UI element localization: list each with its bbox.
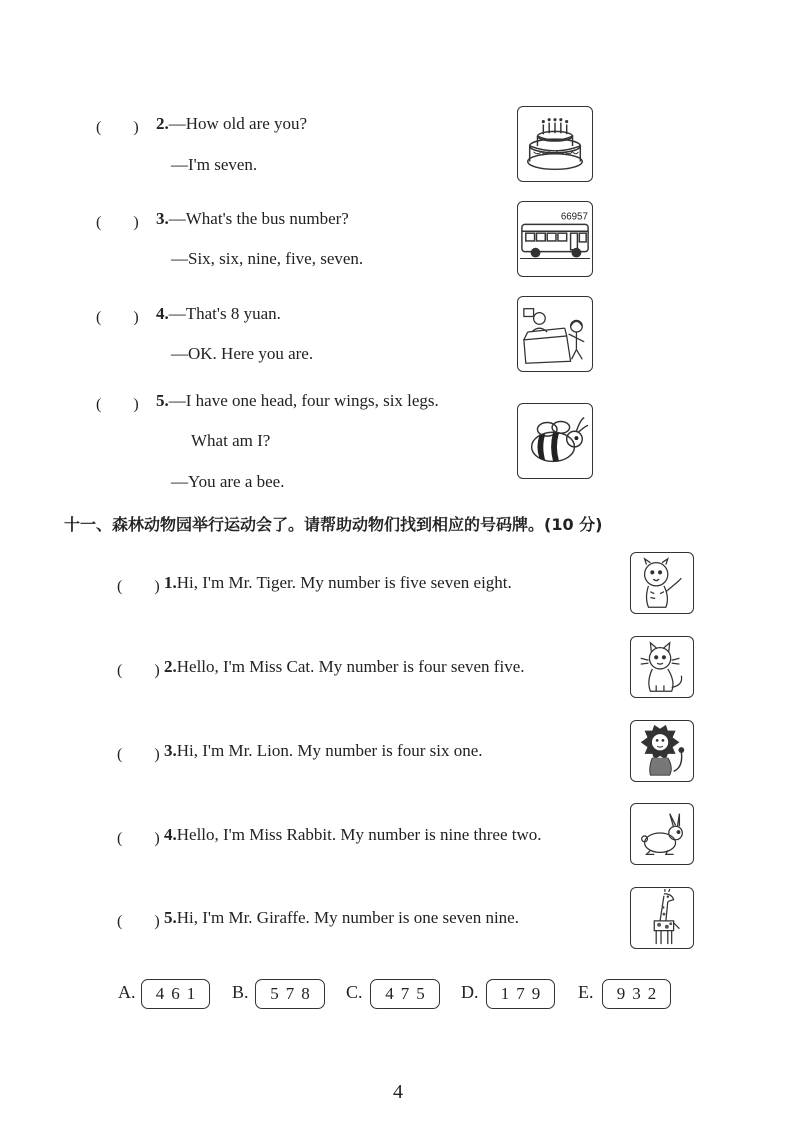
answer-paren[interactable]: ( ) (117, 746, 160, 763)
bus-number-label: 66957 (560, 211, 588, 223)
page-number: 4 (393, 1081, 403, 1103)
dialogue-line: —I'm seven. (171, 155, 258, 174)
question-number: 5. (156, 391, 169, 410)
question-number: 4. (156, 304, 169, 323)
question-text: Hello, I'm Miss Rabbit. My number is nine three two. (176, 825, 542, 844)
option-letter: D. (461, 982, 479, 1002)
answer-paren[interactable]: ( ) (117, 662, 160, 679)
birthday-cake-icon (517, 106, 593, 182)
option-letter: A. (118, 982, 136, 1002)
dialogue-line: What am I? (191, 431, 271, 450)
dialogue-line: —I have one head, four wings, six legs. (168, 391, 439, 410)
question-number: 2. (164, 657, 177, 676)
answer-paren[interactable]: ( ) (96, 396, 139, 413)
question-number: 4. (164, 825, 177, 844)
option-letter: E. (578, 982, 594, 1002)
answer-paren[interactable]: ( ) (117, 578, 160, 595)
cat-icon (630, 636, 694, 698)
question-text: Hello, I'm Miss Cat. My number is four seven five. (176, 657, 525, 676)
dialogue-line: —You are a bee. (171, 472, 285, 491)
bee-icon (517, 403, 593, 479)
option-letter: C. (346, 982, 363, 1002)
option-letter: B. (232, 982, 249, 1002)
dialogue-line: —Six, six, nine, five, seven. (171, 249, 364, 268)
giraffe-icon (630, 887, 694, 949)
answer-paren[interactable]: ( ) (117, 830, 160, 847)
question-text: Hi, I'm Mr. Giraffe. My number is one seven nine. (176, 908, 519, 927)
dialogue-line: —What's the bus number? (168, 209, 349, 228)
rabbit-icon (630, 803, 694, 865)
answer-paren[interactable]: ( ) (117, 913, 160, 930)
answer-paren[interactable]: ( ) (96, 214, 139, 231)
option-e-number-plate: 932 (602, 979, 671, 1009)
option-a-number-plate: 461 (141, 979, 210, 1009)
answer-paren[interactable]: ( ) (96, 119, 139, 136)
tiger-icon (630, 552, 694, 614)
question-number: 5. (164, 908, 177, 927)
dialogue-line: —OK. Here you are. (171, 344, 314, 363)
option-b-number-plate: 578 (255, 979, 325, 1009)
question-number: 1. (164, 573, 177, 592)
question-number: 3. (156, 209, 169, 228)
question-number: 3. (164, 741, 177, 760)
question-text: Hi, I'm Mr. Tiger. My number is five seven eight. (176, 573, 512, 592)
shop-counter-icon (517, 296, 593, 372)
answer-paren[interactable]: ( ) (96, 309, 139, 326)
option-d-number-plate: 179 (486, 979, 555, 1009)
bus-icon (517, 201, 593, 277)
option-c-number-plate: 475 (370, 979, 440, 1009)
dialogue-line: —That's 8 yuan. (168, 304, 281, 323)
lion-icon (630, 720, 694, 782)
question-text: Hi, I'm Mr. Lion. My number is four six one. (176, 741, 483, 760)
section-11-title: 十一、森林动物园举行运动会了。请帮助动物们找到相应的号码牌。(10 分) (64, 515, 603, 534)
question-number: 2. (156, 114, 169, 133)
dialogue-line: —How old are you? (168, 114, 308, 133)
